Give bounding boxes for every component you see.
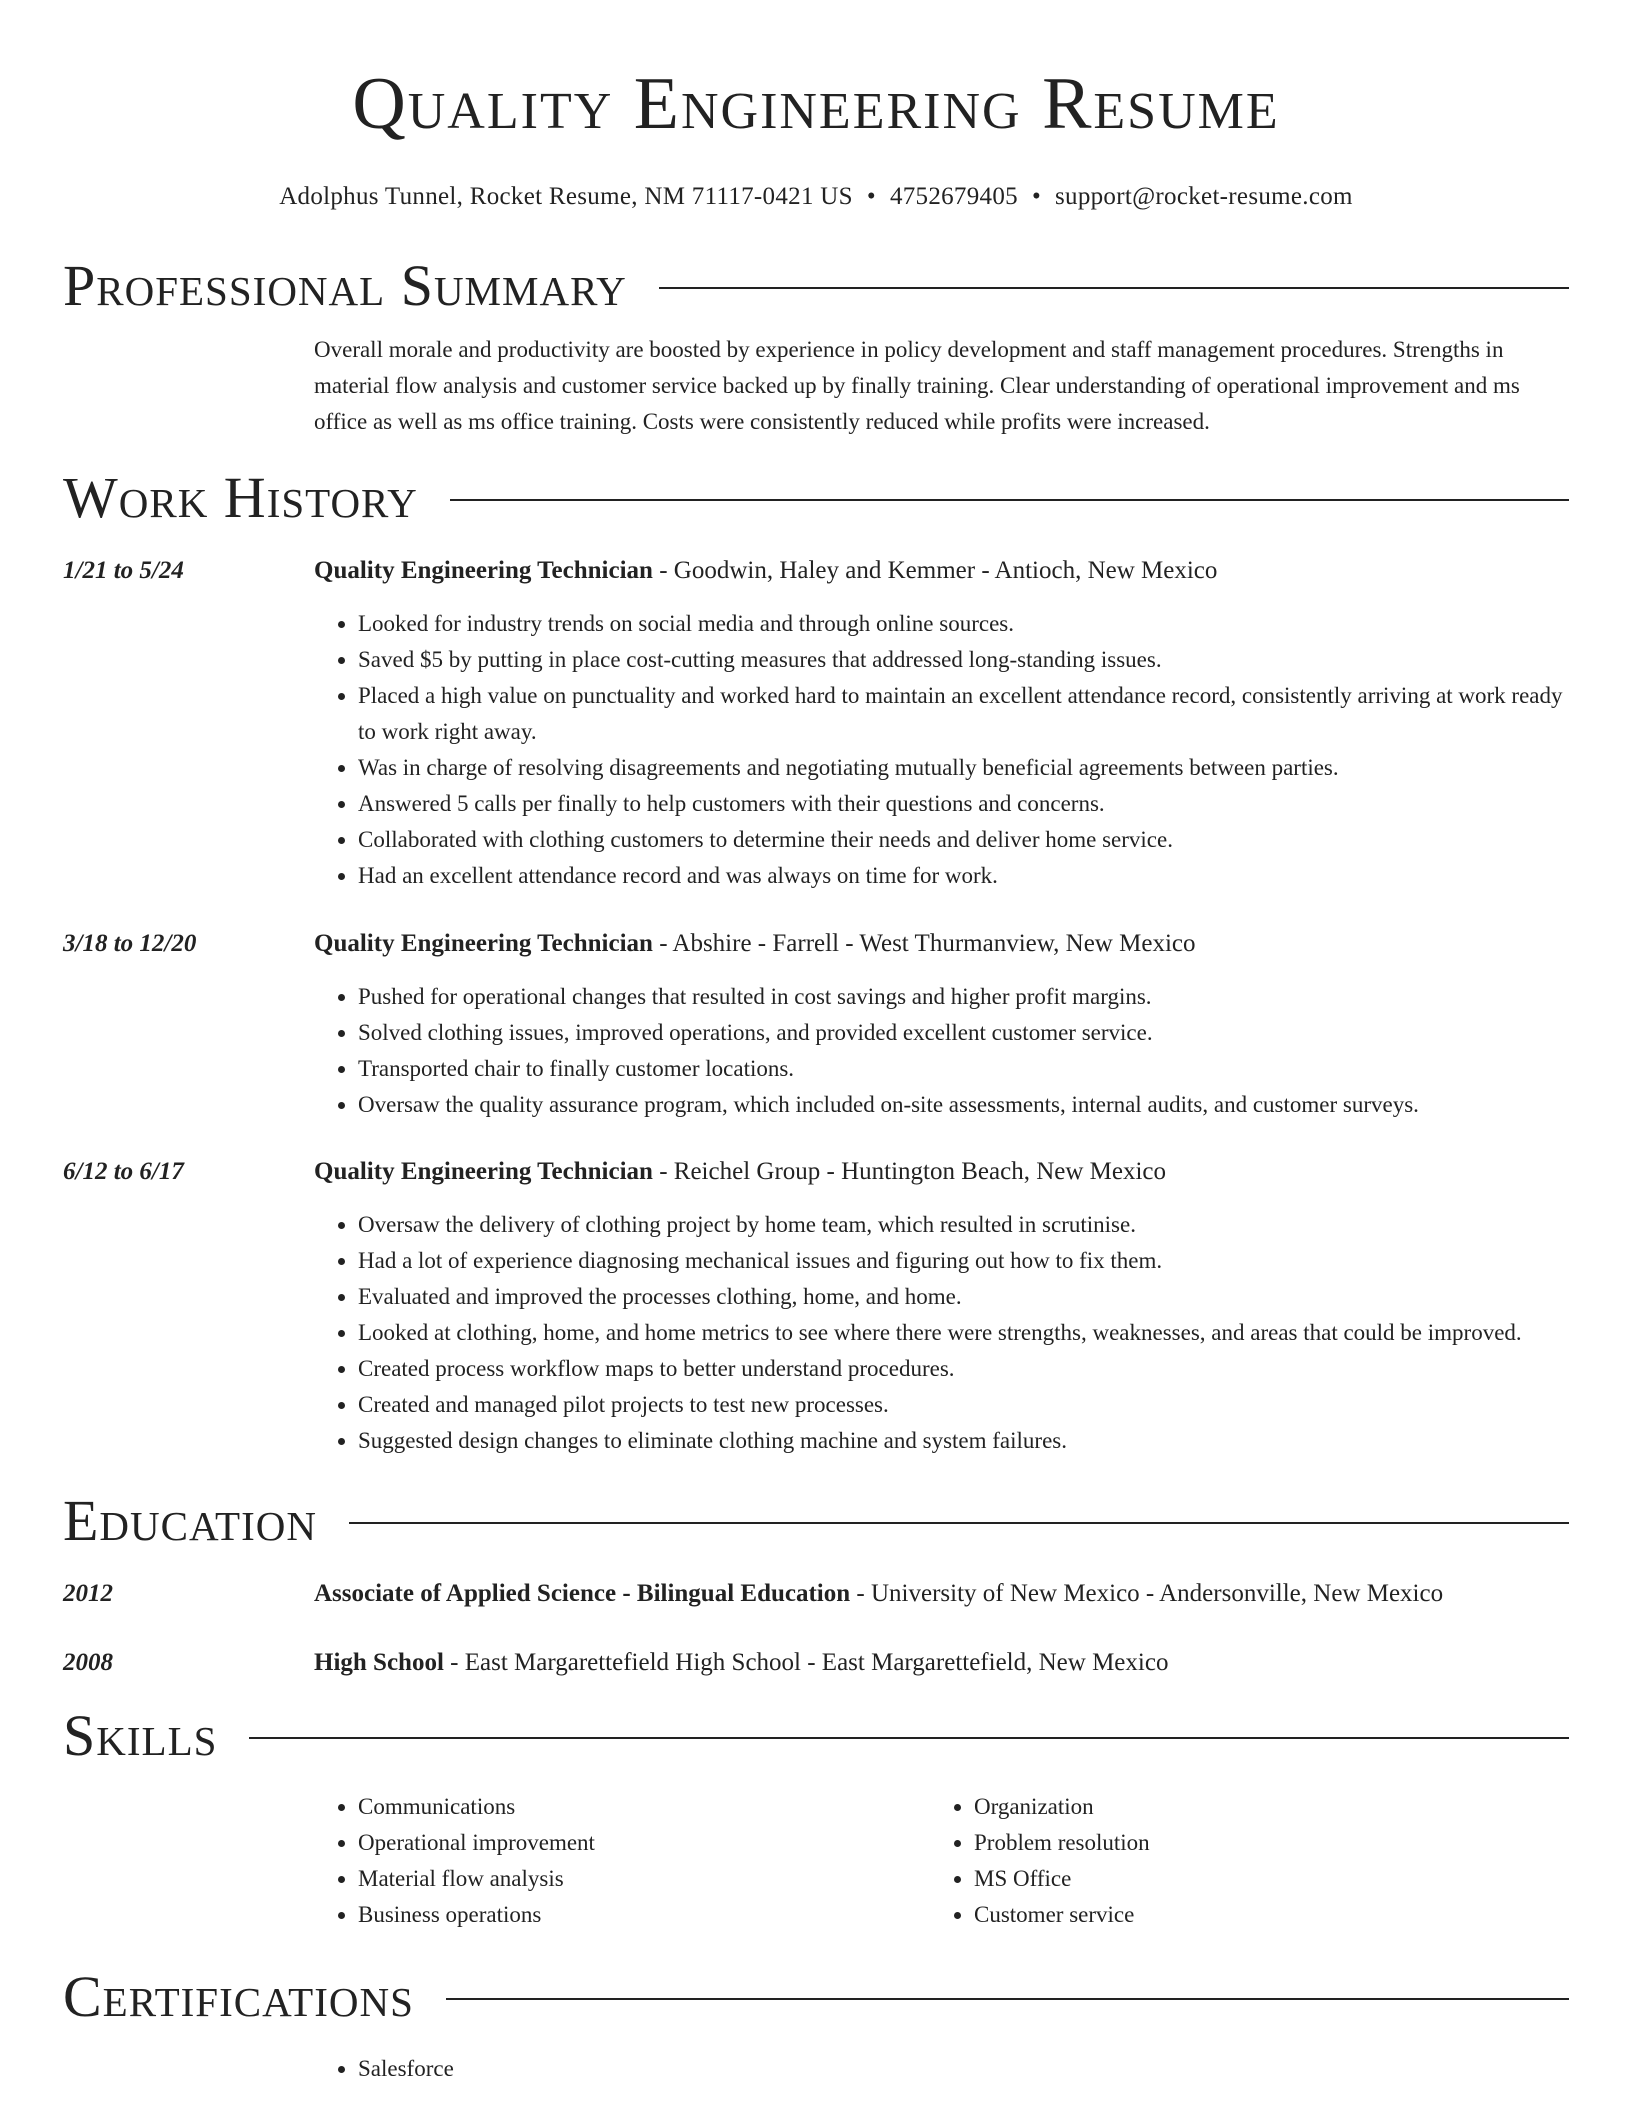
- section-header-certifications: [63, 1961, 1569, 2033]
- job-dates: 3/18 to 12/20: [63, 930, 197, 957]
- certifications-list: [314, 2051, 1569, 2087]
- section-header-education: [63, 1485, 1569, 1557]
- education-degree: High School: [314, 1649, 444, 1676]
- education-heading: [314, 1577, 1569, 1611]
- section-title-work-history: Work History: [63, 465, 418, 530]
- job-body: [314, 554, 1569, 894]
- job-bullet: • Answered 5 calls per finally to help customers with their questions and concerns.: [358, 786, 1569, 822]
- job-dates: 6/12 to 6/17: [63, 1158, 184, 1185]
- job-bullet: • Placed a high value on punctuality and worked hard to maintain an excellent attendance record, consistently arriving at work ready to work right away.: [358, 678, 1569, 750]
- contact-line: [63, 180, 1569, 214]
- education-body: [314, 1577, 1569, 1611]
- job-dates: 1/21 to 5/24: [63, 557, 184, 584]
- skills-column-right: [930, 1789, 1546, 1933]
- education-entry: [63, 1577, 1569, 1611]
- job-title: Quality Engineering Technician: [314, 557, 653, 584]
- resume-title: Quality Engineering Resume: [352, 63, 1280, 145]
- skills-body: [314, 1789, 1569, 1933]
- section-divider: [659, 287, 1569, 289]
- certification-item: • Salesforce: [358, 2051, 1569, 2087]
- job-body: [314, 1155, 1569, 1459]
- skill-item: • Business operations: [358, 1897, 930, 1933]
- contact-address: Adolphus Tunnel, Rocket Resume, NM 71117-0421 US: [279, 183, 853, 210]
- contact-phone: 4752679405: [889, 183, 1018, 210]
- education-entry: [63, 1646, 1569, 1680]
- job-bullet: • Created and managed pilot projects to test new processes.: [358, 1387, 1569, 1423]
- section-header-work-history: [63, 462, 1569, 534]
- education-heading: [314, 1646, 1569, 1680]
- summary-spacer: [63, 332, 314, 440]
- certifications-row: [63, 2051, 1569, 2087]
- skill-item: • Material flow analysis: [358, 1861, 930, 1897]
- skill-item: • Organization: [974, 1789, 1546, 1825]
- section-divider: [249, 1737, 1569, 1739]
- section-divider: [349, 1522, 1569, 1524]
- section-title-education: Education: [63, 1488, 317, 1553]
- certifications-spacer: [63, 2051, 314, 2087]
- job-bullets: [314, 606, 1569, 894]
- job-bullet: • Saved $5 by putting in place cost-cutting measures that addressed long-standing issues.: [358, 642, 1569, 678]
- education-body: [314, 1646, 1569, 1680]
- job-bullet: • Oversaw the delivery of clothing project by home team, which resulted in scrutinise.: [358, 1207, 1569, 1243]
- job-bullet: • Had a lot of experience diagnosing mechanical issues and figuring out how to fix them.: [358, 1243, 1569, 1279]
- skills-row: [63, 1789, 1569, 1933]
- job-bullet: • Looked for industry trends on social media and through online sources.: [358, 606, 1569, 642]
- job-title: Quality Engineering Technician: [314, 930, 653, 957]
- job-employer: - Reichel Group - Huntington Beach, New Mexico: [652, 1158, 1167, 1185]
- contact-separator: •: [866, 183, 876, 210]
- summary-row: [63, 332, 1569, 440]
- skill-item: • Problem resolution: [974, 1825, 1546, 1861]
- job-bullet: • Oversaw the quality assurance program, which included on-site assessments, internal audits, and customer surveys.: [358, 1087, 1569, 1123]
- job-bullet: • Solved clothing issues, improved operations, and provided excellent customer service.: [358, 1015, 1569, 1051]
- section-title-skills: Skills: [63, 1703, 218, 1768]
- job-bullet: • Collaborated with clothing customers to determine their needs and deliver home service.: [358, 822, 1569, 858]
- summary-body: [314, 332, 1569, 440]
- job-bullet: • Pushed for operational changes that resulted in cost savings and higher profit margins.: [358, 979, 1569, 1015]
- job-entry: [63, 927, 1569, 1123]
- education-year: 2012: [63, 1580, 113, 1607]
- job-heading: [314, 927, 1569, 961]
- job-entry: [63, 1155, 1569, 1459]
- job-employer: - Abshire - Farrell - West Thurmanview, New Mexico: [652, 930, 1196, 957]
- job-bullet: • Looked at clothing, home, and home metrics to see where there were strengths, weaknesses, and areas that could be improved.: [358, 1315, 1569, 1351]
- job-employer: - Goodwin, Haley and Kemmer - Antioch, New Mexico: [652, 557, 1218, 584]
- section-title-certifications: Certifications: [63, 1964, 414, 2029]
- skills-grid: [314, 1789, 1569, 1933]
- section-title-summary: Professional Summary: [63, 253, 627, 318]
- skill-item: • Customer service: [974, 1897, 1546, 1933]
- education-school: - East Margarettefield High School - East Margarettefield, New Mexico: [443, 1649, 1169, 1676]
- job-title: Quality Engineering Technician: [314, 1158, 653, 1185]
- section-header-summary: [63, 250, 1569, 322]
- job-heading: [314, 1155, 1569, 1189]
- education-degree: Associate of Applied Science - Bilingual Education: [314, 1580, 851, 1607]
- certifications-body: [314, 2051, 1569, 2087]
- job-heading: [314, 554, 1569, 588]
- job-bullet: • Suggested design changes to eliminate clothing machine and system failures.: [358, 1423, 1569, 1459]
- section-divider: [446, 1998, 1569, 2000]
- job-bullets: [314, 1207, 1569, 1459]
- skill-item: • Operational improvement: [358, 1825, 930, 1861]
- contact-email: support@rocket-resume.com: [1055, 183, 1353, 210]
- job-bullet: • Was in charge of resolving disagreements and negotiating mutually beneficial agreements between parties.: [358, 750, 1569, 786]
- skill-item: • Communications: [358, 1789, 930, 1825]
- job-bullet: • Transported chair to finally customer locations.: [358, 1051, 1569, 1087]
- skills-column-left: [314, 1789, 930, 1933]
- job-body: [314, 927, 1569, 1123]
- contact-separator: •: [1031, 183, 1041, 210]
- section-divider: [450, 499, 1569, 501]
- job-bullets: [314, 979, 1569, 1123]
- skill-item: • MS Office: [974, 1861, 1546, 1897]
- summary-text: Overall morale and productivity are boosted by experience in policy development and staff management procedures. Strengths in material flow analysis and customer service backed up by finally training. Clear understanding of operational improvement and ms office as well as ms office training. Costs were consistently reduced while profits were increased.: [314, 337, 1520, 434]
- job-bullet: • Had an excellent attendance record and was always on time for work.: [358, 858, 1569, 894]
- job-entry: [63, 554, 1569, 894]
- job-bullet: • Created process workflow maps to better understand procedures.: [358, 1351, 1569, 1387]
- education-year: 2008: [63, 1649, 113, 1676]
- education-school: - University of New Mexico - Andersonville, New Mexico: [850, 1580, 1444, 1607]
- job-bullet: • Evaluated and improved the processes clothing, home, and home.: [358, 1279, 1569, 1315]
- section-header-skills: [63, 1700, 1569, 1772]
- skills-spacer: [63, 1789, 314, 1933]
